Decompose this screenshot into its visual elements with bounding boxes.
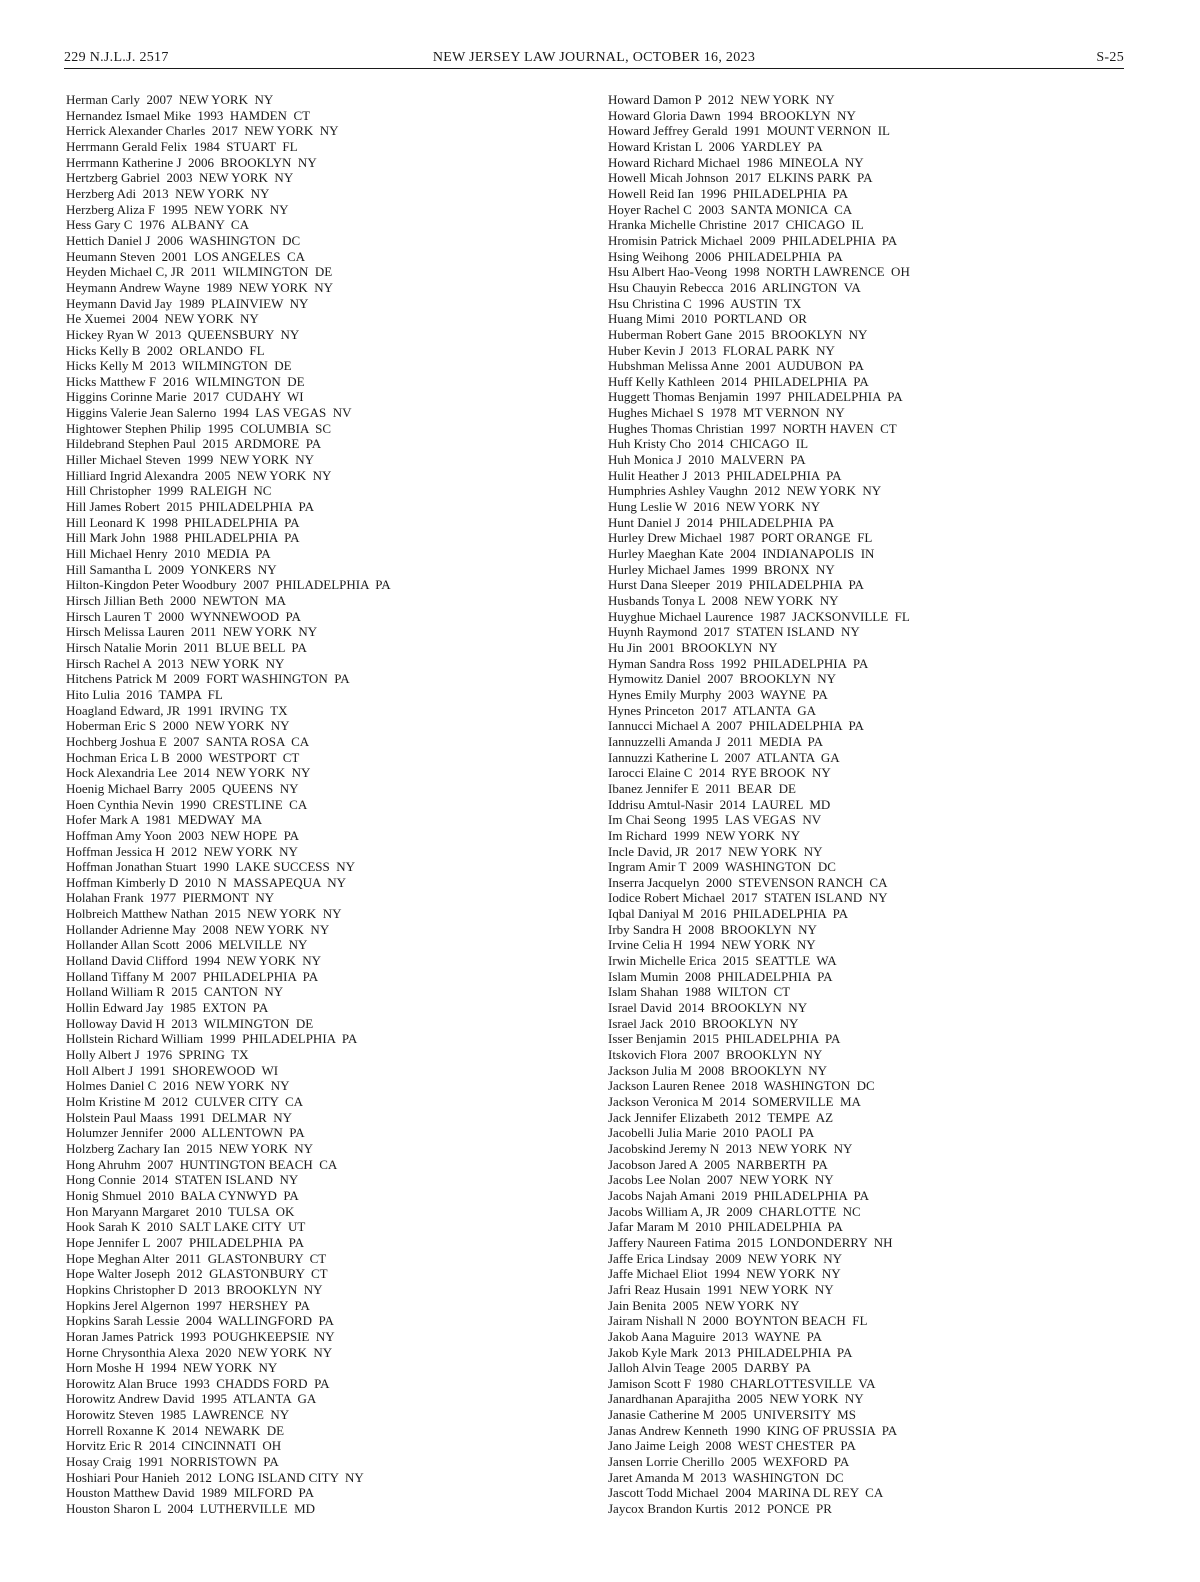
attorney-entry: Hirsch Natalie Morin 2011 BLUE BELL PA [66, 639, 307, 655]
attorney-entry: Janardhanan Aparajitha 2005 NEW YORK NY [608, 1391, 864, 1407]
attorney-entry: Hicks Kelly B 2002 ORLANDO FL [66, 342, 265, 358]
attorney-entry: Hyman Sandra Ross 1992 PHILADELPHIA PA [608, 655, 869, 671]
attorney-entry: Herrick Alexander Charles 2017 NEW YORK NY [66, 123, 339, 139]
attorney-entry: Hoyer Rachel C 2003 SANTA MONICA CA [608, 201, 853, 217]
attorney-entry: Jaycox Brandon Kurtis 2012 PONCE PR [608, 1501, 832, 1517]
attorney-entry: Inserra Jacquelyn 2000 STEVENSON RANCH CA [608, 874, 888, 890]
attorney-entry: Horowitz Alan Bruce 1993 CHADDS FORD PA [66, 1375, 330, 1391]
attorney-entry: Holly Albert J 1976 SPRING TX [66, 1047, 249, 1063]
right-column-list [608, 92, 1148, 1517]
attorney-entry: Jano Jaime Leigh 2008 WEST CHESTER PA [608, 1438, 856, 1454]
attorney-entry: Hochman Erica L B 2000 WESTPORT CT [66, 749, 300, 765]
attorney-entry: Herzberg Adi 2013 NEW YORK NY [66, 185, 270, 201]
attorney-entry: Jalloh Alvin Teage 2005 DARBY PA [608, 1360, 812, 1376]
attorney-entry: Janasie Catherine M 2005 UNIVERSITY MS [608, 1407, 856, 1423]
attorney-entry: Huynh Raymond 2017 STATEN ISLAND NY [608, 624, 860, 640]
attorney-entry: Huberman Robert Gane 2015 BROOKLYN NY [608, 326, 868, 342]
attorney-entry: Jaffery Naureen Fatima 2015 LONDONDERRY NH [608, 1234, 893, 1250]
attorney-entry: Jamison Scott F 1980 CHARLOTTESVILLE VA [608, 1375, 876, 1391]
attorney-entry: Hoffman Kimberly D 2010 N MASSAPEQUA NY [66, 874, 346, 890]
attorney-entry: Huh Kristy Cho 2014 CHICAGO IL [608, 436, 809, 452]
attorney-entry: Holland David Clifford 1994 NEW YORK NY [66, 953, 322, 969]
attorney-entry: Hill James Robert 2015 PHILADELPHIA PA [66, 499, 314, 515]
attorney-entry: Holloway David H 2013 WILMINGTON DE [66, 1015, 314, 1031]
attorney-entry: Hollander Adrienne May 2008 NEW YORK NY [66, 921, 330, 937]
attorney-entry: Horowitz Steven 1985 LAWRENCE NY [66, 1407, 290, 1423]
attorney-entry: Holm Kristine M 2012 CULVER CITY CA [66, 1094, 304, 1109]
attorney-entry: Jain Benita 2005 NEW YORK NY [608, 1297, 800, 1313]
attorney-entry: Jansen Lorrie Cherillo 2005 WEXFORD PA [608, 1454, 850, 1470]
attorney-entry: Hopkins Christopher D 2013 BROOKLYN NY [66, 1281, 323, 1297]
attorney-entry: Hynes Princeton 2017 ATLANTA GA [608, 702, 817, 718]
attorney-entry: Jacobelli Julia Marie 2010 PAOLI PA [608, 1125, 815, 1141]
attorney-entry: Jakob Aana Maguire 2013 WAYNE PA [608, 1328, 823, 1344]
attorney-entry: Iannucci Michael A 2007 PHILADELPHIA PA [608, 718, 864, 734]
attorney-entry: Hollander Allan Scott 2006 MELVILLE NY [66, 937, 308, 953]
attorney-entry: Jacobson Jared A 2005 NARBERTH PA [608, 1156, 828, 1172]
attorney-entry: Hernandez Ismael Mike 1993 HAMDEN CT [66, 107, 311, 123]
attorney-entry: Hoen Cynthia Nevin 1990 CRESTLINE CA [66, 796, 308, 812]
attorney-entry: Hsu Christina C 1996 AUSTIN TX [608, 295, 802, 311]
attorney-entry: Jakob Kyle Mark 2013 PHILADELPHIA PA [608, 1344, 853, 1360]
attorney-entry: Iodice Robert Michael 2017 STATEN ISLAND NY [608, 890, 888, 906]
attorney-entry: Holland William R 2015 CANTON NY [66, 984, 284, 1000]
attorney-entry: Hromisin Patrick Michael 2009 PHILADELPHIA PA [608, 232, 898, 248]
attorney-entry: Holstein Paul Maass 1991 DELMAR NY [66, 1109, 293, 1125]
publication-title: NEW JERSEY LAW JOURNAL, OCTOBER 16, 2023 [432, 50, 756, 65]
attorney-entry: Ingram Amir T 2009 WASHINGTON DC [608, 859, 836, 875]
attorney-entry: Hosay Craig 1991 NORRISTOWN PA [66, 1454, 279, 1470]
attorney-entry: Horne Chrysonthia Alexa 2020 NEW YORK NY [66, 1344, 333, 1360]
attorney-entry: Hicks Matthew F 2016 WILMINGTON DE [66, 373, 305, 389]
attorney-entry: Hill Leonard K 1998 PHILADELPHIA PA [66, 514, 300, 530]
attorney-entry: Howell Reid Ian 1996 PHILADELPHIA PA [608, 185, 849, 201]
attorney-entry: Hickey Ryan W 2013 QUEENSBURY NY [66, 326, 300, 342]
attorney-entry: Hymowitz Daniel 2007 BROOKLYN NY [608, 671, 836, 687]
attorney-entry: Huang Mimi 2010 PORTLAND OR [608, 311, 807, 327]
attorney-entry: Hiller Michael Steven 1999 NEW YORK NY [66, 452, 315, 468]
attorney-entry: Hightower Stephen Philip 1995 COLUMBIA SC [66, 420, 332, 436]
attorney-entry: Jascott Todd Michael 2004 MARINA DL REY CA [608, 1485, 884, 1501]
attorney-entry: Israel David 2014 BROOKLYN NY [608, 1000, 808, 1016]
attorney-entry: Hettich Daniel J 2006 WASHINGTON DC [66, 232, 301, 248]
attorney-entry: Israel Jack 2010 BROOKLYN NY [608, 1015, 799, 1031]
attorney-entry: Higgins Valerie Jean Salerno 1994 LAS VEGAS NV [66, 405, 352, 421]
attorney-entry: Hughes Thomas Christian 1997 NORTH HAVEN CT [608, 420, 897, 436]
attorney-entry: Hitchens Patrick M 2009 FORT WASHINGTON PA [66, 671, 350, 687]
attorney-entry: Hopkins Jerel Algernon 1997 HERSHEY PA [66, 1297, 310, 1313]
attorney-entry: Hurley Maeghan Kate 2004 INDIANAPOLIS IN [608, 546, 875, 562]
attorney-entry: Holl Albert J 1991 SHOREWOOD WI [66, 1062, 279, 1078]
attorney-entry: Jackson Julia M 2008 BROOKLYN NY [608, 1062, 827, 1078]
attorney-entry: Howell Micah Johnson 2017 ELKINS PARK PA [608, 170, 873, 186]
attorney-entry: Huber Kevin J 2013 FLORAL PARK NY [608, 342, 835, 358]
attorney-entry: Hollin Edward Jay 1985 EXTON PA [66, 1000, 269, 1016]
attorney-entry: Hoffman Amy Yoon 2003 NEW HOPE PA [66, 827, 300, 843]
attorney-entry: Hoffman Jessica H 2012 NEW YORK NY [66, 843, 298, 859]
attorney-entry: Hook Sarah K 2010 SALT LAKE CITY UT [66, 1219, 306, 1235]
attorney-entry: Hurley Michael James 1999 BRONX NY [608, 561, 835, 577]
attorney-entry: Hirsch Melissa Lauren 2011 NEW YORK NY [66, 624, 318, 640]
attorney-entry: Jaret Amanda M 2013 WASHINGTON DC [608, 1469, 844, 1485]
attorney-entry: Jack Jennifer Elizabeth 2012 TEMPE AZ [608, 1109, 834, 1125]
attorney-entry: Howard Kristan L 2006 YARDLEY PA [608, 138, 823, 154]
attorney-entry: Jaffe Erica Lindsay 2009 NEW YORK NY [608, 1250, 843, 1266]
attorney-entry: Horowitz Andrew David 1995 ATLANTA GA [66, 1391, 317, 1407]
attorney-entry: Horan James Patrick 1993 POUGHKEEPSIE NY [66, 1328, 335, 1344]
attorney-entry: Howard Jeffrey Gerald 1991 MOUNT VERNON IL [608, 123, 890, 139]
attorney-entry: Herman Carly 2007 NEW YORK NY [66, 92, 274, 107]
attorney-entry: Hess Gary C 1976 ALBANY CA [66, 217, 249, 233]
attorney-entry: Heymann Andrew Wayne 1989 NEW YORK NY [66, 279, 333, 295]
attorney-entry: Hofer Mark A 1981 MEDWAY MA [66, 812, 263, 828]
attorney-entry: Isser Benjamin 2015 PHILADELPHIA PA [608, 1031, 841, 1047]
attorney-entry: Herrmann Katherine J 2006 BROOKLYN NY [66, 154, 317, 170]
attorney-entry: Hurst Dana Sleeper 2019 PHILADELPHIA PA [608, 577, 864, 593]
attorney-entry: Howard Richard Michael 1986 MINEOLA NY [608, 154, 864, 170]
attorney-entry: Hong Connie 2014 STATEN ISLAND NY [66, 1172, 299, 1188]
attorney-entry: Houston Sharon L 2004 LUTHERVILLE MD [66, 1501, 316, 1517]
attorney-entry: Janas Andrew Kenneth 1990 KING OF PRUSSIA PA [608, 1422, 898, 1438]
attorney-entry: Higgins Corinne Marie 2017 CUDAHY WI [66, 389, 304, 405]
attorney-entry: Heyden Michael C, JR 2011 WILMINGTON DE [66, 264, 333, 280]
attorney-entry: Iddrisu Amtul-Nasir 2014 LAUREL MD [608, 796, 831, 812]
attorney-entry: Im Richard 1999 NEW YORK NY [608, 827, 801, 843]
attorney-entry: Heymann David Jay 1989 PLAINVIEW NY [66, 295, 309, 311]
attorney-entry: Jacobskind Jeremy N 2013 NEW YORK NY [608, 1140, 853, 1156]
attorney-entry: Irwin Michelle Erica 2015 SEATTLE WA [608, 953, 837, 969]
attorney-entry: Herzberg Aliza F 1995 NEW YORK NY [66, 201, 289, 217]
attorney-entry: Huh Monica J 2010 MALVERN PA [608, 452, 806, 468]
attorney-entry: Hicks Kelly M 2013 WILMINGTON DE [66, 358, 292, 374]
attorney-entry: Jairam Nishall N 2000 BOYNTON BEACH FL [608, 1313, 868, 1329]
attorney-entry: Jacobs Najah Amani 2019 PHILADELPHIA PA [608, 1187, 869, 1203]
citation: 229 N.J.L.J. 2517 [64, 50, 169, 65]
page-header [64, 48, 1124, 69]
attorney-entry: Humphries Ashley Vaughn 2012 NEW YORK NY [608, 483, 882, 499]
attorney-entry: Hon Maryann Margaret 2010 TULSA OK [66, 1203, 295, 1219]
attorney-entry: Irvine Celia H 1994 NEW YORK NY [608, 937, 816, 953]
attorney-entry: Hsu Chauyin Rebecca 2016 ARLINGTON VA [608, 279, 861, 295]
attorney-entry: Herrmann Gerald Felix 1984 STUART FL [66, 138, 298, 154]
attorney-entry: Houston Matthew David 1989 MILFORD PA [66, 1485, 314, 1501]
attorney-entry: Hope Walter Joseph 2012 GLASTONBURY CT [66, 1266, 328, 1282]
attorney-entry: Hill Samantha L 2009 YONKERS NY [66, 561, 277, 577]
attorney-entry: Hsu Albert Hao-Veong 1998 NORTH LAWRENCE OH [608, 264, 910, 280]
attorney-entry: Hildebrand Stephen Paul 2015 ARDMORE PA [66, 436, 322, 452]
attorney-entry: Huff Kelly Kathleen 2014 PHILADELPHIA PA [608, 373, 869, 389]
attorney-entry: Hertzberg Gabriel 2003 NEW YORK NY [66, 170, 294, 186]
attorney-entry: Itskovich Flora 2007 BROOKLYN NY [608, 1047, 823, 1063]
attorney-entry: Horn Moshe H 1994 NEW YORK NY [66, 1360, 278, 1376]
attorney-entry: Hito Lulia 2016 TAMPA FL [66, 686, 223, 702]
attorney-entry: Hoshiari Pour Hanieh 2012 LONG ISLAND CITY NY [66, 1469, 364, 1485]
attorney-entry: Ibanez Jennifer E 2011 BEAR DE [608, 780, 796, 796]
attorney-entry: Irby Sandra H 2008 BROOKLYN NY [608, 921, 817, 937]
attorney-entry: Heumann Steven 2001 LOS ANGELES CA [66, 248, 306, 264]
attorney-entry: Hoberman Eric S 2000 NEW YORK NY [66, 718, 290, 734]
attorney-entry: Hurley Drew Michael 1987 PORT ORANGE FL [608, 530, 873, 546]
attorney-entry: Hock Alexandria Lee 2014 NEW YORK NY [66, 765, 311, 781]
attorney-entry: He Xuemei 2004 NEW YORK NY [66, 311, 259, 327]
attorney-entry: Hsing Weihong 2006 PHILADELPHIA PA [608, 248, 843, 264]
attorney-entry: Im Chai Seong 1995 LAS VEGAS NV [608, 812, 822, 828]
attorney-entry: Hu Jin 2001 BROOKLYN NY [608, 639, 778, 655]
attorney-entry: Hirsch Rachel A 2013 NEW YORK NY [66, 655, 285, 671]
attorney-entry: Huyghue Michael Laurence 1987 JACKSONVILLE FL [608, 608, 910, 624]
attorney-entry: Howard Damon P 2012 NEW YORK NY [608, 92, 835, 107]
attorney-entry: Incle David, JR 2017 NEW YORK NY [608, 843, 823, 859]
attorney-entry: Hynes Emily Murphy 2003 WAYNE PA [608, 686, 828, 702]
attorney-entry: Holzberg Zachary Ian 2015 NEW YORK NY [66, 1140, 314, 1156]
attorney-entry: Hollstein Richard William 1999 PHILADELPHIA PA [66, 1031, 358, 1047]
attorney-entry: Hong Ahruhm 2007 HUNTINGTON BEACH CA [66, 1156, 338, 1172]
attorney-entry: Iannuzzelli Amanda J 2011 MEDIA PA [608, 733, 823, 749]
attorney-entry: Hoenig Michael Barry 2005 QUEENS NY [66, 780, 299, 796]
attorney-entry: Hubshman Melissa Anne 2001 AUDUBON PA [608, 358, 864, 374]
attorney-entry: Horrell Roxanne K 2014 NEWARK DE [66, 1422, 285, 1438]
attorney-entry: Hoffman Jonathan Stuart 1990 LAKE SUCCESS NY [66, 859, 356, 875]
attorney-entry: Huggett Thomas Benjamin 1997 PHILADELPHIA PA [608, 389, 903, 405]
attorney-entry: Hranka Michelle Christine 2017 CHICAGO IL [608, 217, 864, 233]
attorney-entry: Holumzer Jennifer 2000 ALLENTOWN PA [66, 1125, 305, 1141]
attorney-entry: Jaffe Michael Eliot 1994 NEW YORK NY [608, 1266, 841, 1282]
attorney-entry: Jafar Maram M 2010 PHILADELPHIA PA [608, 1219, 843, 1235]
attorney-entry: Hill Mark John 1988 PHILADELPHIA PA [66, 530, 300, 546]
attorney-entry: Hilliard Ingrid Alexandra 2005 NEW YORK NY [66, 467, 332, 483]
attorney-entry: Howard Gloria Dawn 1994 BROOKLYN NY [608, 107, 856, 123]
attorney-entry: Jacobs Lee Nolan 2007 NEW YORK NY [608, 1172, 834, 1188]
attorney-entry: Hirsch Lauren T 2000 WYNNEWOOD PA [66, 608, 301, 624]
page-number: S-25 [1096, 50, 1124, 65]
attorney-entry: Hulit Heather J 2013 PHILADELPHIA PA [608, 467, 842, 483]
attorney-entry: Iannuzzi Katherine L 2007 ATLANTA GA [608, 749, 840, 765]
attorney-entry: Hope Meghan Alter 2011 GLASTONBURY CT [66, 1250, 327, 1266]
attorney-entry: Hughes Michael S 1978 MT VERNON NY [608, 405, 845, 421]
attorney-entry: Holahan Frank 1977 PIERMONT NY [66, 890, 275, 906]
attorney-entry: Hill Michael Henry 2010 MEDIA PA [66, 546, 271, 562]
attorney-entry: Hunt Daniel J 2014 PHILADELPHIA PA [608, 514, 835, 530]
attorney-entry: Iqbal Daniyal M 2016 PHILADELPHIA PA [608, 906, 849, 922]
left-column-list [66, 92, 576, 1517]
attorney-entry: Hill Christopher 1999 RALEIGH NC [66, 483, 272, 499]
attorney-entry: Hope Jennifer L 2007 PHILADELPHIA PA [66, 1234, 305, 1250]
attorney-entry: Iarocci Elaine C 2014 RYE BROOK NY [608, 765, 831, 781]
attorney-entry: Jacobs William A, JR 2009 CHARLOTTE NC [608, 1203, 861, 1219]
attorney-entry: Hirsch Jillian Beth 2000 NEWTON MA [66, 593, 287, 608]
attorney-entry: Husbands Tonya L 2008 NEW YORK NY [608, 593, 839, 608]
attorney-entry: Jackson Lauren Renee 2018 WASHINGTON DC [608, 1078, 875, 1094]
attorney-entry: Islam Mumin 2008 PHILADELPHIA PA [608, 968, 833, 984]
attorney-entry: Hilton-Kingdon Peter Woodbury 2007 PHILADELPHIA PA [66, 577, 391, 593]
attorney-entry: Honig Shmuel 2010 BALA CYNWYD PA [66, 1187, 299, 1203]
attorney-entry: Islam Shahan 1988 WILTON CT [608, 984, 791, 1000]
attorney-entry: Hopkins Sarah Lessie 2004 WALLINGFORD PA [66, 1313, 334, 1329]
attorney-entry: Jackson Veronica M 2014 SOMERVILLE MA [608, 1094, 861, 1109]
attorney-entry: Horvitz Eric R 2014 CINCINNATI OH [66, 1438, 282, 1454]
attorney-entry: Holbreich Matthew Nathan 2015 NEW YORK NY [66, 906, 342, 922]
attorney-entry: Holland Tiffany M 2007 PHILADELPHIA PA [66, 968, 319, 984]
attorney-entry: Hoagland Edward, JR 1991 IRVING TX [66, 702, 288, 718]
attorney-entry: Hochberg Joshua E 2007 SANTA ROSA CA [66, 733, 310, 749]
attorney-entry: Hung Leslie W 2016 NEW YORK NY [608, 499, 821, 515]
attorney-entry: Holmes Daniel C 2016 NEW YORK NY [66, 1078, 290, 1094]
attorney-entry: Jafri Reaz Husain 1991 NEW YORK NY [608, 1281, 834, 1297]
